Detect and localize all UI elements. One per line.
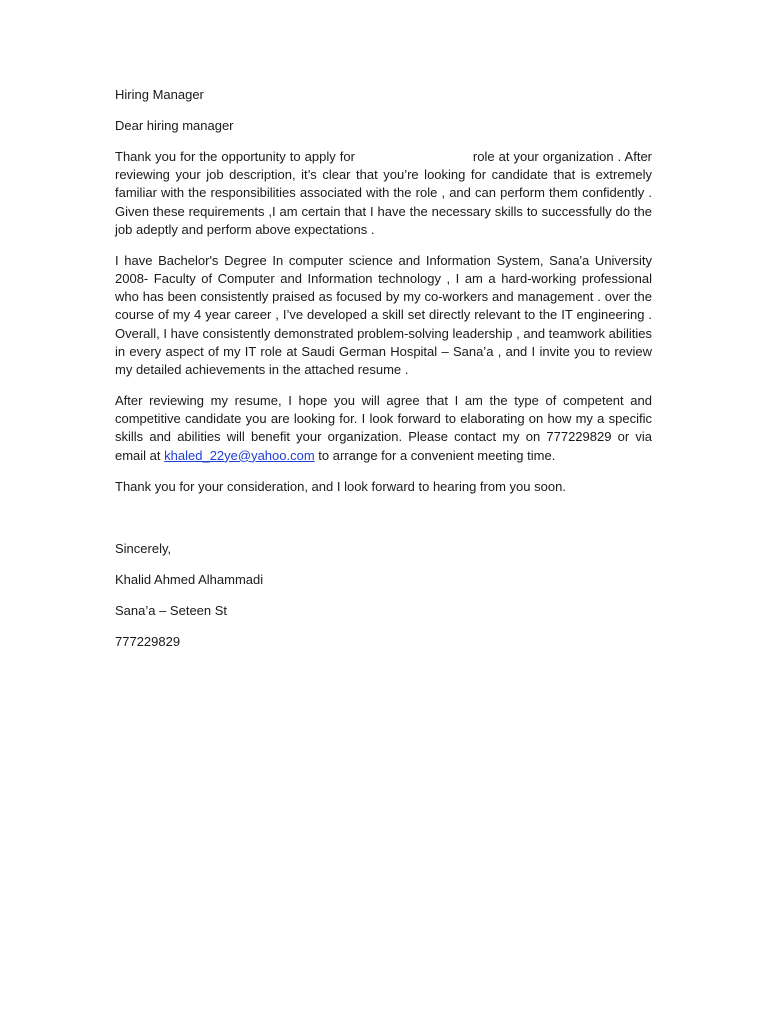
paragraph-intro (115, 148, 652, 239)
salutation: Dear hiring manager (115, 118, 234, 133)
contact-text-end: to arrange for a convenient meeting time. (318, 447, 556, 463)
intro-text-end: role at your organization . After reviewing your job description, it’s clear that you’re looking for candidate that is extremely familiar with the responsibilities associated with the role , and can perform them confidently . Given these requirements ,I am certain that I have the necessary skills to successfully do the job adeptly and perform above expectations . (115, 149, 652, 237)
contact-text-start: After reviewing my resume, I hope you will agree that I am the type of competent and competitive candidate you are looking for. I look forward to elaborating on how my a specific skills and abilities will benefit your organization. Please contact my on 777229829 or via email at (115, 393, 652, 463)
closing: Sincerely, (115, 540, 172, 556)
paragraph-thanks: Thank you for your consideration, and I look forward to hearing from you soon. (115, 478, 566, 494)
cover-letter (115, 86, 652, 664)
intro-text-start: Thank you for the opportunity to apply for (115, 149, 355, 164)
paragraph-contact (115, 392, 652, 465)
signature-phone: 777229829 (115, 633, 181, 649)
signature-name: Khalid Ahmed Alhammadi (115, 571, 264, 587)
signature-address: Sana’a – Seteen St (115, 602, 228, 618)
email-link[interactable]: khaled_22ye@yahoo.com (164, 447, 315, 463)
recipient-line: Hiring Manager (115, 87, 204, 102)
paragraph-qualifications: I have Bachelor's Degree In computer science and Information System, Sana'a University 2008- Faculty of Computer and Information technology , I am a hard-working professional who has been consistently praised as focused by my co-workers and management . over the course of my 4 year career , I’ve developed a skill set directly relevant to the IT engineering . Overall, I have consistently demonstrated problem-solving leadership , and teamwork abilities in every aspect of my IT role at Saudi German Hospital – Sana’a , and I invite you to review my detailed achievements in the attached resume . (115, 252, 652, 378)
closing-spacer (115, 509, 652, 540)
